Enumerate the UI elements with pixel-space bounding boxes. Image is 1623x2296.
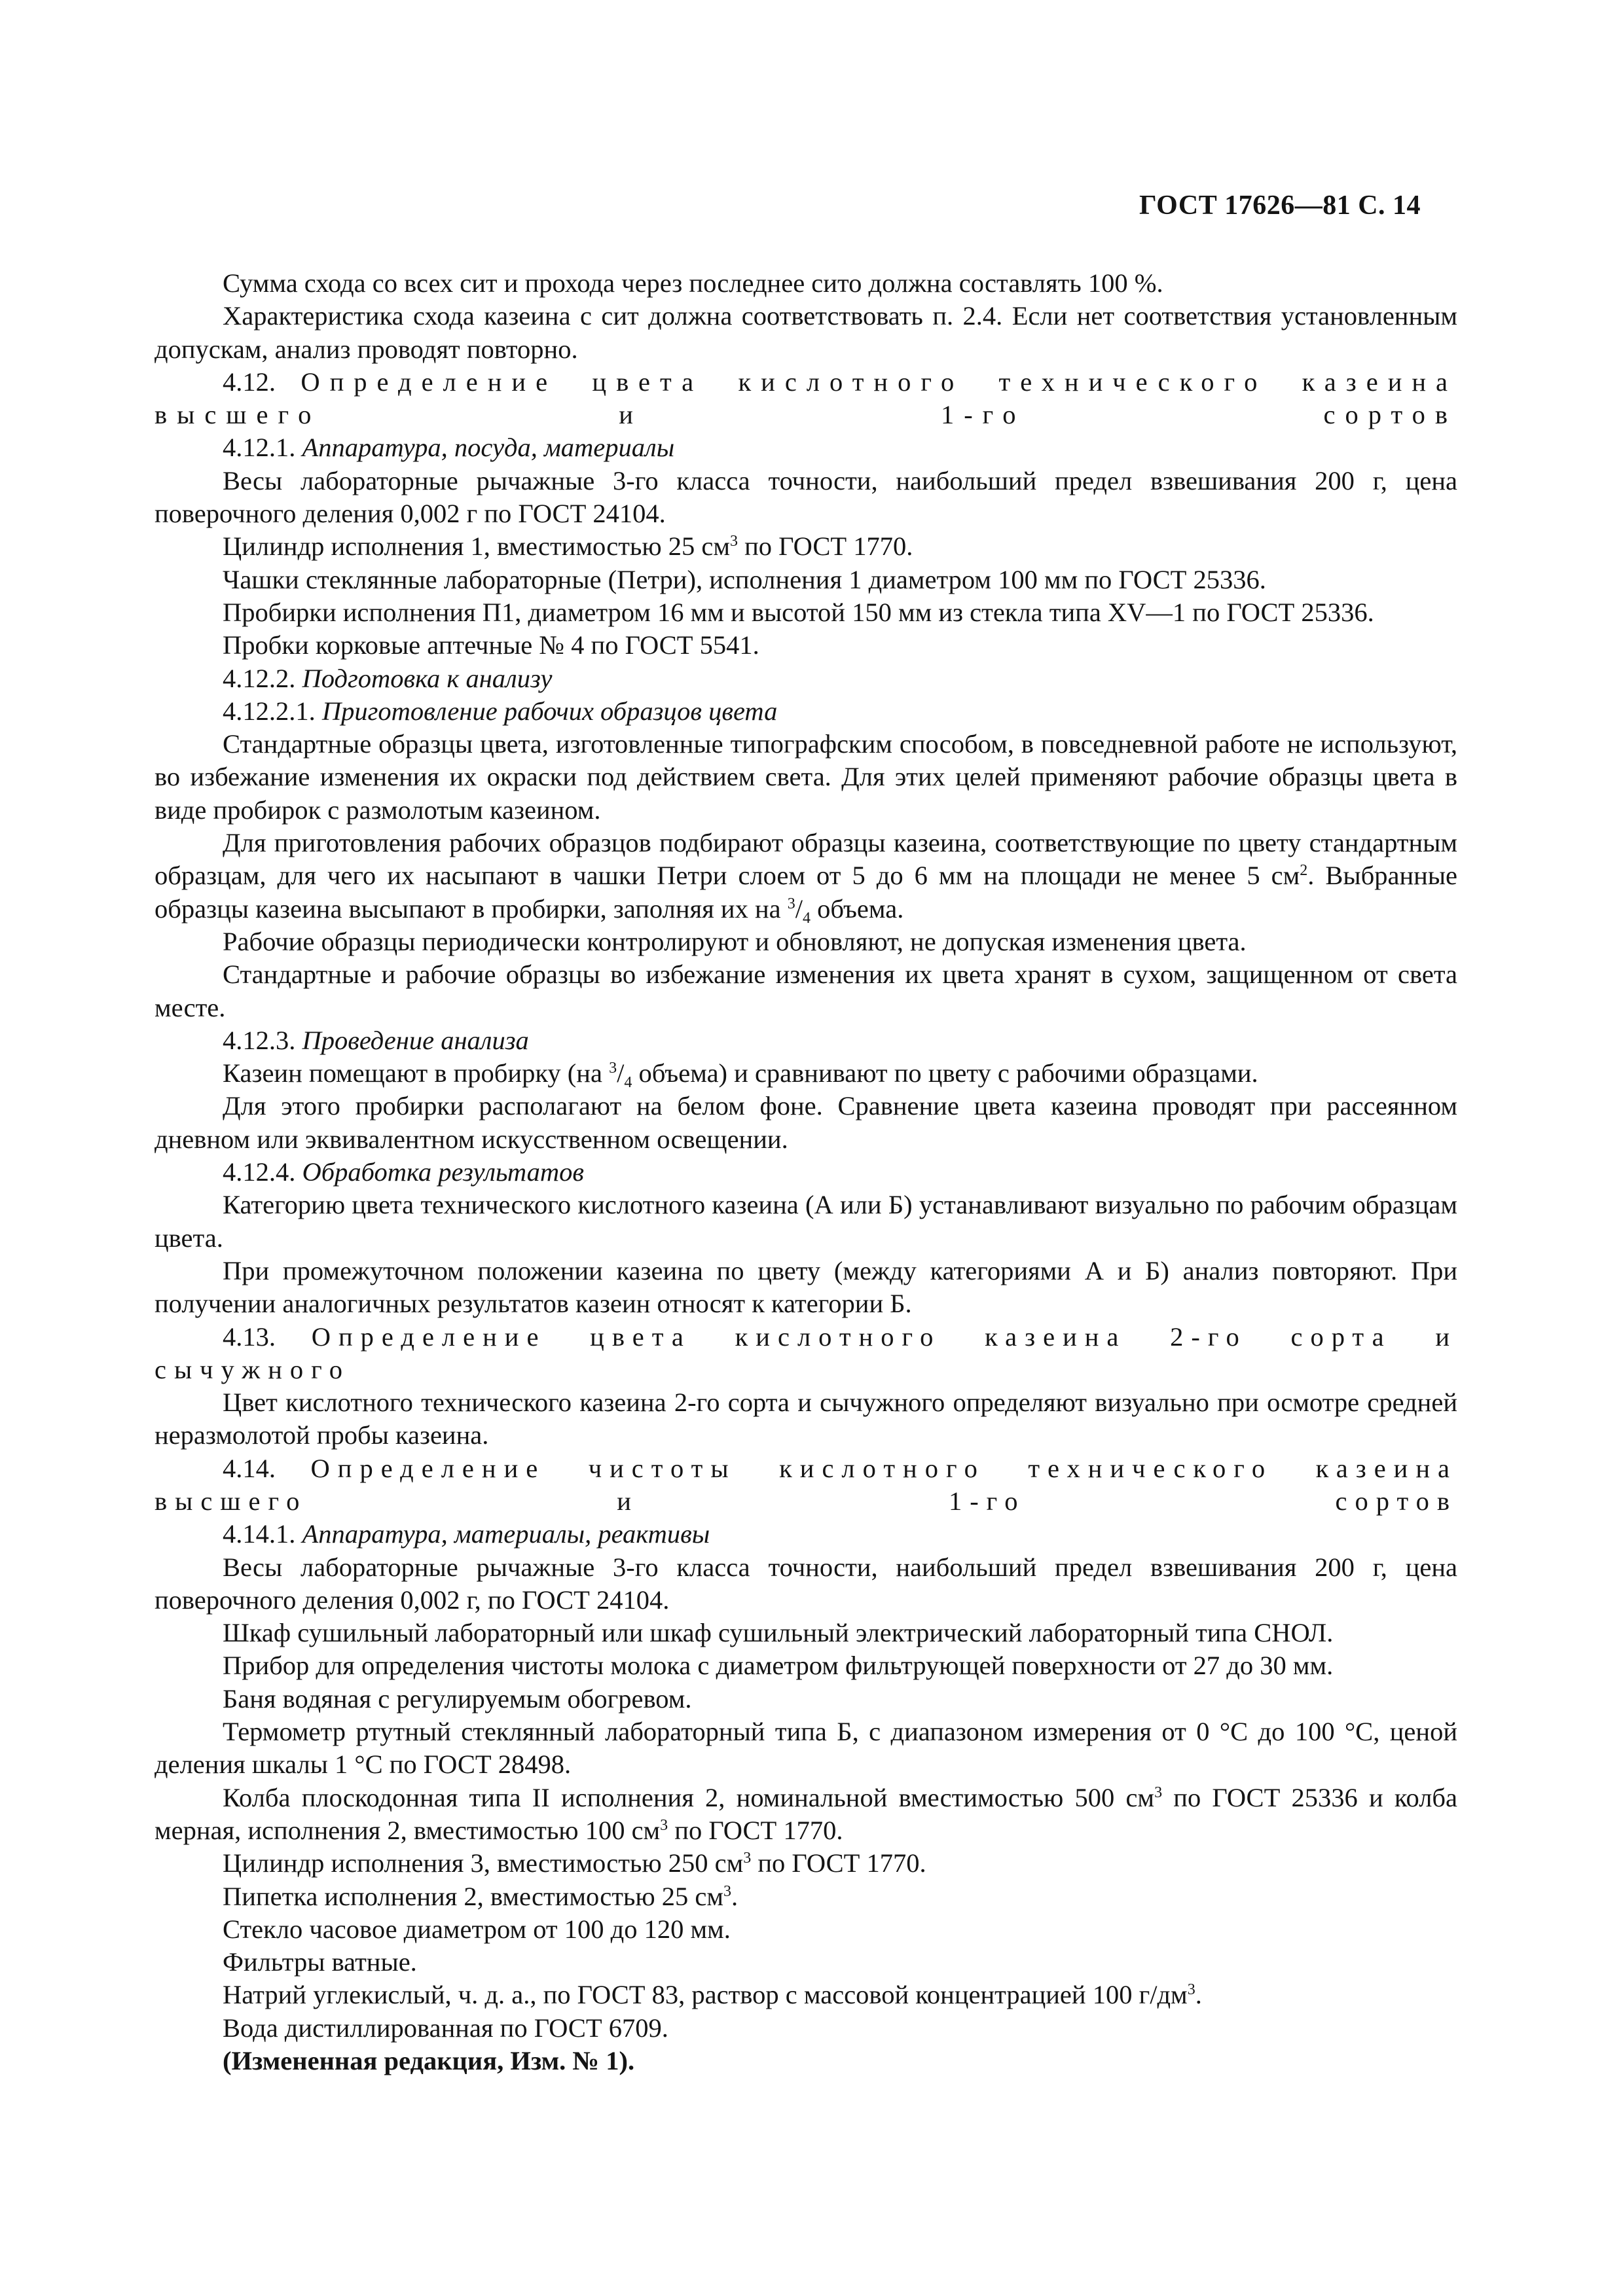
paragraph <box>155 564 1457 596</box>
section-heading-4-14 <box>155 1452 1457 1518</box>
section-title: Аппаратура, материалы, реактивы <box>302 1519 710 1549</box>
text-span: по ГОСТ 1770. <box>738 531 913 562</box>
subsection-heading-4-12-4 <box>155 1156 1457 1189</box>
section-title: Определение цвета кислотного технического казеина высшего и 1-го сортов <box>155 367 1458 430</box>
paragraph <box>155 1057 1457 1090</box>
text-span: Вода дистиллированная по ГОСТ 6709. <box>223 2013 668 2043</box>
section-heading-4-12 <box>155 366 1457 432</box>
subsection-heading-4-12-2 <box>155 662 1457 695</box>
text-span: Чашки стеклянные лабораторные (Петри), исполнения 1 диаметром 100 мм по ГОСТ 25336. <box>223 564 1266 594</box>
text-span: Казеин помещают в пробирку (на <box>223 1058 610 1088</box>
section-number: 4.12.2.1. <box>223 696 316 726</box>
paragraph <box>155 1782 1457 1848</box>
text-span: Характеристика схода казеина с сит должна соответствовать п. 2.4. Если нет соответствия установленным допускам, анализ проводят повторно. <box>155 301 1457 364</box>
paragraph <box>155 1551 1457 1617</box>
text-span: Пробки корковые аптечные № 4 по ГОСТ 5541. <box>223 630 759 660</box>
paragraph <box>155 1880 1457 1913</box>
paragraph <box>155 1683 1457 1715</box>
paragraph <box>155 958 1457 1024</box>
text-span: При промежуточном положении казеина по цвету (между категориями А и Б) анализ повторяют. При получении аналогичных результатов казеин относят к категории Б. <box>155 1255 1457 1319</box>
text-span: Сумма схода со всех сит и прохода через последнее сито должна составлять 100 %. <box>223 268 1163 298</box>
section-number: 4.12.1. <box>223 433 296 463</box>
section-number: 4.14.1. <box>223 1519 296 1549</box>
paragraph <box>155 300 1457 366</box>
text-span: Для приготовления рабочих образцов подбирают образцы казеина, соответствующие по цвету стандартным образцам, для чего их насыпают в чашки Петри слоем от 5 до 6 мм на площади не менее 5 см <box>155 828 1457 891</box>
text-span: Колба плоскодонная типа II исполнения 2, номинальной вместимостью 500 см <box>223 1782 1155 1812</box>
text-span: Натрий углекислый, ч. д. а., по ГОСТ 83, раствор с массовой концентрацией 100 г/дм <box>223 1980 1188 2010</box>
subscript: 4 <box>803 909 811 927</box>
text-span: (Измененная редакция, Изм. № 1). <box>223 2046 635 2076</box>
section-title: Приготовление рабочих образцов цвета <box>321 696 778 726</box>
section-number: 4.12. <box>223 367 276 397</box>
text-span: Цилиндр исполнения 3, вместимостью 250 см <box>223 1848 744 1878</box>
text-span: . <box>731 1881 739 1911</box>
superscript: 3 <box>1187 1981 1195 1999</box>
paragraph <box>155 530 1457 563</box>
text-span: Весы лабораторные рычажные 3-го класса точности, наибольший предел взвешивания 200 г, цена поверочного деления 0,002 г по ГОСТ 24104. <box>155 465 1457 529</box>
superscript: 2 <box>1300 862 1308 880</box>
subsection-heading-4-12-1 <box>155 431 1457 464</box>
text-span: Пипетка исполнения 2, вместимостью 25 см <box>223 1881 723 1911</box>
paragraph <box>155 1090 1457 1156</box>
text-span: по ГОСТ 1770. <box>751 1848 926 1878</box>
paragraph <box>155 2012 1457 2045</box>
section-number: 4.12.2. <box>223 663 296 693</box>
text-span: Цилиндр исполнения 1, вместимостью 25 см <box>223 531 730 562</box>
text-span: Для этого пробирки располагают на белом фоне. Сравнение цвета казеина проводят при рассеянном дневном или эквивалентном искусственном освещении. <box>155 1091 1457 1154</box>
text-span: по ГОСТ 25336 и колба мерная, исполнения 2, вместимостью 100 см <box>155 1782 1457 1845</box>
subsection-heading-4-14-1 <box>155 1518 1457 1551</box>
subscript: 4 <box>624 1074 632 1092</box>
section-title: Подготовка к анализу <box>302 663 553 693</box>
text-span: Фильтры ватные. <box>223 1947 417 1977</box>
paragraph <box>155 1715 1457 1782</box>
section-title: Проведение анализа <box>302 1025 529 1055</box>
paragraph <box>155 728 1457 827</box>
paragraph <box>155 1255 1457 1321</box>
section-title: Определение чистоты кислотного технического казеина высшего и 1-го сортов <box>155 1453 1458 1516</box>
superscript: 3 <box>743 1850 752 1867</box>
section-number: 4.13. <box>223 1321 276 1352</box>
fraction-slash: / <box>795 893 803 924</box>
paragraph <box>155 1913 1457 1946</box>
running-head: ГОСТ 17626—81 С. 14 <box>1139 190 1421 221</box>
text-span: Стандартные образцы цвета, изготовленные типографским способом, в повседневной работе не используют, во избежание изменения их окраски под действием света. Для этих целей применяют рабочие образцы цвета в виде пробирок с размолотым казеином. <box>155 729 1457 825</box>
paragraph <box>155 629 1457 662</box>
subsection-heading-4-12-3 <box>155 1024 1457 1057</box>
text-span: Термометр ртутный стеклянный лабораторный типа Б, с диапазоном измерения от 0 °С до 100 °С, ценой деления шкалы 1 °С по ГОСТ 28498. <box>155 1717 1457 1780</box>
paragraph <box>155 827 1457 925</box>
section-number: 4.12.4. <box>223 1157 296 1187</box>
paragraph <box>155 1946 1457 1979</box>
amendment-note <box>155 2045 1457 2077</box>
text-span: объема) и сравнивают по цвету с рабочими образцами. <box>632 1058 1258 1088</box>
text-span: . Выбранные образцы казеина высыпают в пробирки, заполняя их на <box>155 861 1458 924</box>
section-title: Обработка результатов <box>302 1157 584 1187</box>
superscript: 3 <box>1154 1784 1163 1801</box>
text-span: Стекло часовое диаметром от 100 до 120 мм. <box>223 1914 731 1944</box>
section-heading-4-13 <box>155 1321 1457 1387</box>
paragraph <box>155 1617 1457 1649</box>
paragraph <box>155 1386 1457 1452</box>
text-span: Цвет кислотного технического казеина 2-го сорта и сычужного определяют визуально при осмотре средней неразмолотой пробы казеина. <box>155 1388 1457 1450</box>
text-span: Стандартные и рабочие образцы во избежание изменения их цвета хранят в сухом, защищенном от света месте. <box>155 960 1457 1022</box>
paragraph <box>155 465 1457 531</box>
text-span: Категорию цвета технического кислотного казеина (А или Б) устанавливают визуально по рабочим образцам цвета. <box>155 1190 1457 1253</box>
text-span: по ГОСТ 1770. <box>668 1815 843 1845</box>
section-title: Аппаратура, посуда, материалы <box>302 433 675 463</box>
text-span: Баня водяная с регулируемым обогревом. <box>223 1683 692 1713</box>
text-span: объема. <box>811 893 904 924</box>
superscript: 3 <box>609 1060 617 1077</box>
section-number: 4.14. <box>223 1453 276 1483</box>
text-span: . <box>1195 1980 1202 2010</box>
paragraph <box>155 925 1457 958</box>
paragraph <box>155 1649 1457 1682</box>
text-span: Весы лабораторные рычажные 3-го класса точности, наибольший предел взвешивания 200 г, цена поверочного деления 0,002 г, по ГОСТ 24104. <box>155 1552 1457 1615</box>
paragraph <box>155 1847 1457 1880</box>
section-title: Определение цвета кислотного казеина 2-го сорта и сычужного <box>155 1321 1457 1384</box>
superscript: 3 <box>723 1882 731 1900</box>
section-number: 4.12.3. <box>223 1025 296 1055</box>
paragraph <box>155 1979 1457 2011</box>
superscript: 3 <box>730 533 738 550</box>
text-span: Пробирки исполнения П1, диаметром 16 мм и высотой 150 мм из стекла типа XV—1 по ГОСТ 25336. <box>223 597 1374 627</box>
fraction-slash: / <box>617 1058 625 1088</box>
superscript: 3 <box>660 1816 668 1834</box>
body-text <box>155 267 1457 2077</box>
paragraph <box>155 1189 1457 1255</box>
text-span: Прибор для определения чистоты молока с диаметром фильтрующей поверхности от 27 до 30 мм. <box>223 1651 1334 1681</box>
text-span: Шкаф сушильный лабораторный или шкаф сушильный электрический лабораторный типа СНОЛ. <box>223 1618 1334 1648</box>
text-span: Рабочие образцы периодически контролируют и обновляют, не допуская изменения цвета. <box>223 926 1247 956</box>
paragraph <box>155 267 1457 300</box>
subsection-heading-4-12-2-1 <box>155 695 1457 728</box>
paragraph <box>155 596 1457 629</box>
superscript: 3 <box>787 895 795 912</box>
